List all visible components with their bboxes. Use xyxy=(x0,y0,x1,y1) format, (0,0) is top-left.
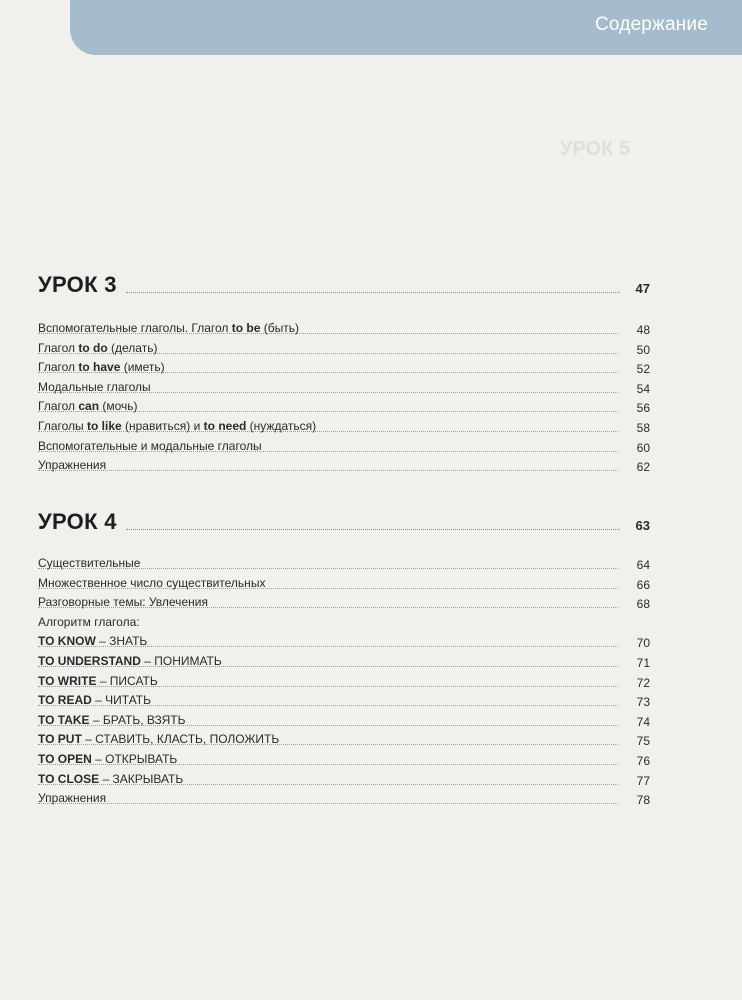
toc-entry[interactable] xyxy=(38,712,654,732)
toc-entry-label: Глагол can (мочь) xyxy=(38,399,138,414)
toc-entry[interactable] xyxy=(38,575,654,595)
ghost-lesson-heading: УРОК 5 xyxy=(560,138,630,160)
toc-entry-label: Вспомогательные и модальные глаголы xyxy=(38,438,262,453)
toc-entry[interactable] xyxy=(38,633,654,653)
toc-entry-label: Модальные глаголы xyxy=(38,379,151,394)
dot-leader xyxy=(126,292,620,293)
toc-entry-page: 71 xyxy=(636,655,650,670)
page-title: Содержание xyxy=(594,14,708,35)
toc-entry[interactable] xyxy=(38,438,654,458)
header-band xyxy=(70,0,742,55)
toc-entry-page: 76 xyxy=(636,753,650,768)
toc-entry-page: 74 xyxy=(636,714,650,729)
toc-entry-page: 62 xyxy=(636,460,650,475)
dot-leader xyxy=(126,529,620,530)
dot-leader xyxy=(38,803,618,804)
toc-entry-page: 50 xyxy=(636,342,650,357)
toc-entry[interactable] xyxy=(38,751,654,771)
toc-entry-page: 70 xyxy=(636,636,650,651)
toc-entry[interactable] xyxy=(38,692,654,712)
toc-entry-page: 66 xyxy=(636,577,650,592)
lesson-3-heading-row[interactable] xyxy=(38,272,654,308)
toc-entry-page: 60 xyxy=(636,440,650,455)
toc-entry[interactable] xyxy=(38,398,654,418)
toc-entry[interactable] xyxy=(38,790,654,810)
toc-entry[interactable] xyxy=(38,731,654,751)
toc-entry[interactable] xyxy=(38,653,654,673)
toc-entry-label: TO PUT – СТАВИТЬ, КЛАСТЬ, ПОЛОЖИТЬ xyxy=(38,732,280,747)
toc-entry-label: TO READ – ЧИТАТЬ xyxy=(38,693,151,708)
lesson-3-title: УРОК 3 xyxy=(38,272,117,297)
toc-entry-page: 75 xyxy=(636,734,650,749)
toc-entry-label: TO TAKE – БРАТЬ, ВЗЯТЬ xyxy=(38,712,186,727)
toc-entry-label: TO OPEN – ОТКРЫВАТЬ xyxy=(38,751,178,766)
verb-algorithm-label: Алгоритм глагола: xyxy=(38,614,140,629)
toc-entry-page: 77 xyxy=(636,773,650,788)
lesson-4-section xyxy=(38,509,654,810)
toc-entry-label: Упражнения xyxy=(38,791,107,806)
toc-entry-label: TO CLOSE – ЗАКРЫВАТЬ xyxy=(38,771,184,786)
toc-entry-label: TO WRITE – ПИСАТЬ xyxy=(38,673,158,688)
dot-leader xyxy=(38,470,618,471)
toc-entry-label: Упражнения xyxy=(38,458,107,473)
toc-entry-label: Глаголы to like (нравиться) и to need (нуждаться) xyxy=(38,418,317,433)
toc-entry[interactable] xyxy=(38,771,654,791)
toc-entry-page: 64 xyxy=(636,558,650,572)
toc-entry[interactable] xyxy=(38,379,654,399)
lesson-4-entries xyxy=(38,555,654,810)
toc-entry-label: Множественное число существительных xyxy=(38,575,266,590)
toc-entry-label: Глагол to have (иметь) xyxy=(38,360,165,375)
toc-entry[interactable] xyxy=(38,673,654,693)
lesson-3-page: 47 xyxy=(635,281,650,296)
toc-entry-page: 56 xyxy=(636,401,650,416)
toc-entry-label: TO UNDERSTAND – ПОНИМАТЬ xyxy=(38,653,222,668)
toc-subheading xyxy=(38,614,654,634)
toc-entry-label: Существительные xyxy=(38,556,141,570)
toc-entry[interactable] xyxy=(38,594,654,614)
toc-entry-label: TO KNOW – ЗНАТЬ xyxy=(38,634,148,649)
toc-entry[interactable] xyxy=(38,340,654,360)
toc-entry-label: Вспомогательные глаголы. Глагол to be (быть) xyxy=(38,321,299,335)
lesson-4-page: 63 xyxy=(635,518,650,533)
lesson-4-heading-row[interactable] xyxy=(38,509,654,545)
lesson-3-section xyxy=(38,272,654,477)
lesson-4-title: УРОК 4 xyxy=(38,509,117,534)
toc-entry[interactable] xyxy=(38,320,654,340)
toc-entry-page: 48 xyxy=(636,323,650,337)
toc-entry-page: 78 xyxy=(636,793,650,808)
lesson-3-entries xyxy=(38,320,654,477)
toc-entry[interactable] xyxy=(38,359,654,379)
toc-entry-page: 73 xyxy=(636,695,650,710)
toc-entry-page: 54 xyxy=(636,381,650,396)
toc-entry[interactable] xyxy=(38,555,654,575)
toc-entry-page: 58 xyxy=(636,420,650,435)
toc-entry[interactable] xyxy=(38,457,654,477)
toc-entry-label: Разговорные темы: Увлечения xyxy=(38,595,208,610)
toc-entry-page: 72 xyxy=(636,675,650,690)
toc-entry[interactable] xyxy=(38,418,654,438)
toc-entry-page: 52 xyxy=(636,362,650,377)
toc-entry-label: Глагол to do (делать) xyxy=(38,340,158,355)
toc-entry-page: 68 xyxy=(636,597,650,612)
